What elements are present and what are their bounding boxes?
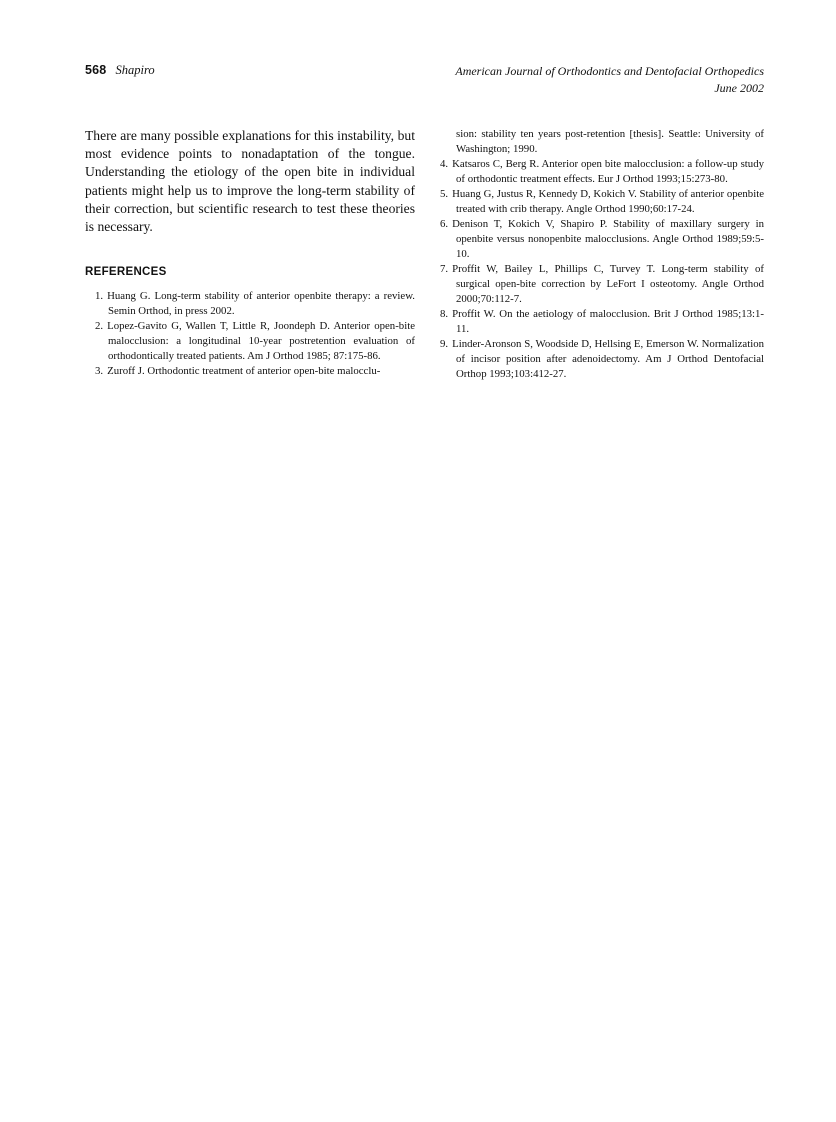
reference-number: 4. <box>440 158 449 170</box>
reference-number: 8. <box>440 308 449 320</box>
reference-text: Denison T, Kokich V, Shapiro P. Stability of maxillary surgery in openbite versus nonopenbite malocclusions. Angle Orthod 1989;59:5-10. <box>452 218 764 260</box>
reference-item <box>440 307 764 337</box>
journal-title: American Journal of Orthodontics and Dentofacial Orthopedics <box>455 64 764 78</box>
right-column <box>440 127 764 382</box>
reference-item <box>440 217 764 262</box>
running-header <box>85 63 764 97</box>
references-list-left <box>85 289 415 379</box>
reference-text: Linder-Aronson S, Woodside D, Hellsing E, Emerson W. Normalization of incisor position after adenoidectomy. Am J Orthod Dentofacial Orthop 1993;103:412-27. <box>452 338 764 380</box>
reference-text: Huang G, Justus R, Kennedy D, Kokich V. Stability of anterior openbite treated with crib therapy. Angle Orthod 1990;60:17-24. <box>452 188 764 215</box>
reference-item <box>85 289 415 319</box>
reference-text: Huang G. Long-term stability of anterior openbite therapy: a review. Semin Orthod, in press 2002. <box>107 290 415 318</box>
reference-text: Proffit W. On the aetiology of malocclusion. Brit J Orthod 1985;13:1-11. <box>452 308 764 335</box>
reference-item <box>85 364 415 379</box>
reference-item <box>440 337 764 382</box>
references-list-right <box>440 157 764 382</box>
reference-text: Proffit W, Bailey L, Phillips C, Turvey T. Long-term stability of surgical open-bite correction by LeFort I osteotomy. Angle Orthod 2000;70:112-7. <box>452 263 764 305</box>
reference-item <box>440 157 764 187</box>
reference-number: 3. <box>95 365 104 378</box>
reference-number: 6. <box>440 218 449 230</box>
references-heading: REFERENCES <box>85 266 167 279</box>
reference-text: Lopez-Gavito G, Wallen T, Little R, Joondeph D. Anterior open-bite malocclusion: a longitudinal 10-year postretention evaluation of orthodontically treated patients. Am J Orthod 1985; 87:175-86. <box>107 320 415 363</box>
reference-item <box>440 187 764 217</box>
body-paragraph: There are many possible explanations for this instability, but most evidence points to nonadaptation of the tongue. Understanding the etiology of the open bite in individual patients might help us to improve the long-term stability of their correction, but scientific research to test these theories is necessary. <box>85 128 415 235</box>
reference-number: 7. <box>440 263 449 275</box>
reference-continuation: sion: stability ten years post-retention [thesis]. Seattle: University of Washington; 1990. <box>456 128 764 155</box>
running-head-author: Shapiro <box>115 63 155 77</box>
reference-number: 1. <box>95 290 104 303</box>
page-number: 568 <box>85 63 107 77</box>
issue-date: June 2002 <box>714 81 764 95</box>
reference-item <box>85 319 415 364</box>
reference-text: Zuroff J. Orthodontic treatment of anterior open-bite malocclu- <box>107 365 381 378</box>
running-header-right <box>455 63 764 97</box>
left-column <box>85 127 415 379</box>
reference-text: Katsaros C, Berg R. Anterior open bite malocclusion: a follow-up study of orthodontic treatment effects. Eur J Orthod 1993;15:273-80. <box>452 158 764 185</box>
reference-number: 5. <box>440 188 449 200</box>
reference-item <box>440 262 764 307</box>
reference-number: 9. <box>440 338 449 350</box>
reference-number: 2. <box>95 320 104 333</box>
running-header-left <box>85 63 155 78</box>
